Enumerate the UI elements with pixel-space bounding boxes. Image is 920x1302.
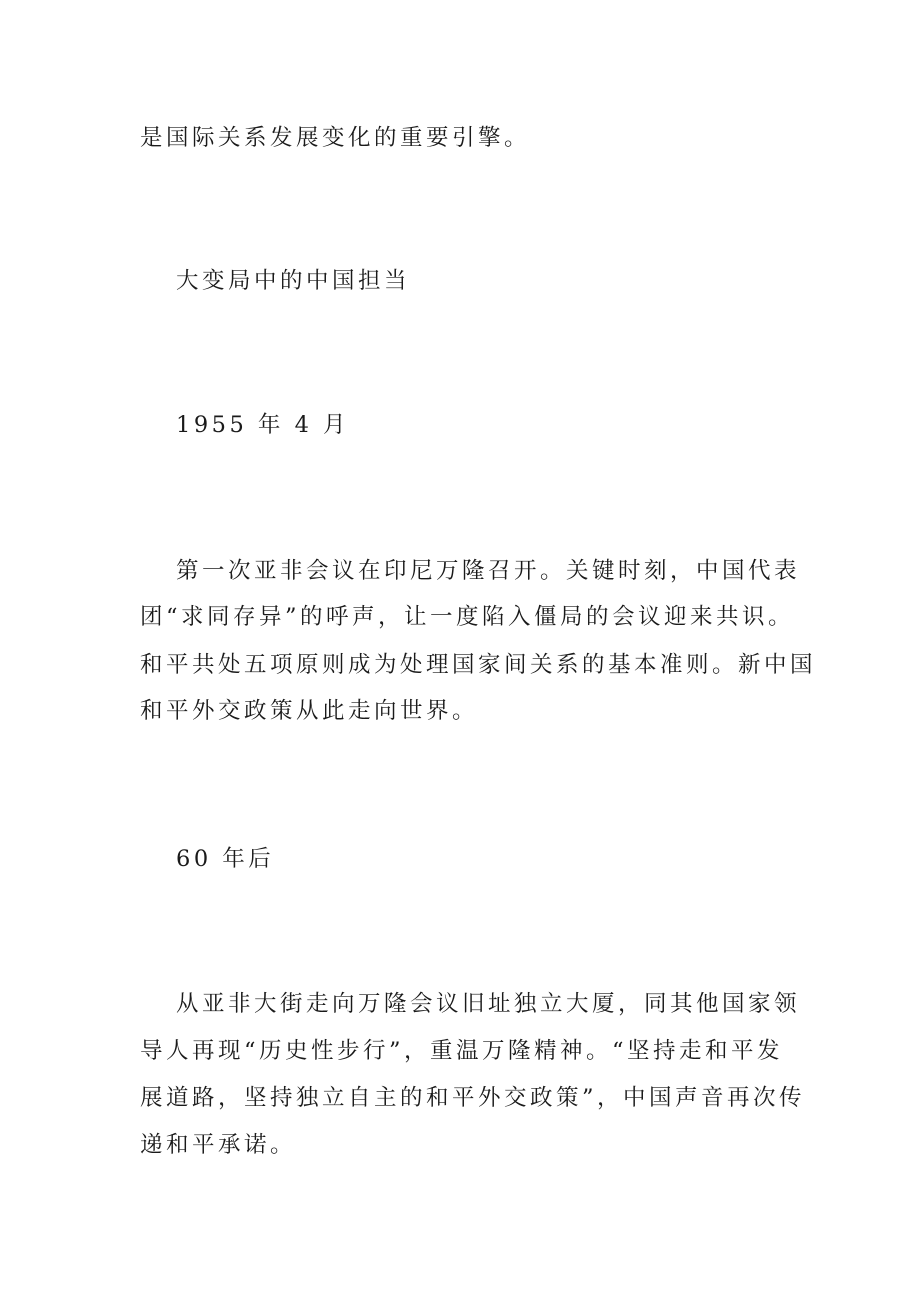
date-label-1955: 1955 年 4 月 <box>176 412 350 438</box>
date-label-60-years: 60 年后 <box>176 846 275 872</box>
section-heading: 大变局中的中国担当 <box>176 268 411 294</box>
paragraph-line: 递和平承诺。 <box>140 1132 297 1158</box>
paragraph-line: 和平外交政策从此走向世界。 <box>140 698 479 724</box>
paragraph-line: 和平共处五项原则成为处理国家间关系的基本准则。新中国 <box>140 652 817 678</box>
paragraph-line: 导人再现“历史性步行”，重温万隆精神。“坚持走和平发 <box>140 1038 784 1064</box>
paragraph-line: 团“求同存异”的呼声，让一度陷入僵局的会议迎来共识。 <box>140 604 795 630</box>
paragraph-line: 展道路，坚持独立自主的和平外交政策”，中国声音再次传 <box>140 1085 806 1111</box>
paragraph-line: 第一次亚非会议在印尼万隆召开。关键时刻，中国代表 <box>176 558 801 584</box>
paragraph-line: 从亚非大街走向万隆会议旧址独立大厦，同其他国家领 <box>176 991 801 1017</box>
continuation-text: 是国际关系发展变化的重要引擎。 <box>140 125 531 151</box>
